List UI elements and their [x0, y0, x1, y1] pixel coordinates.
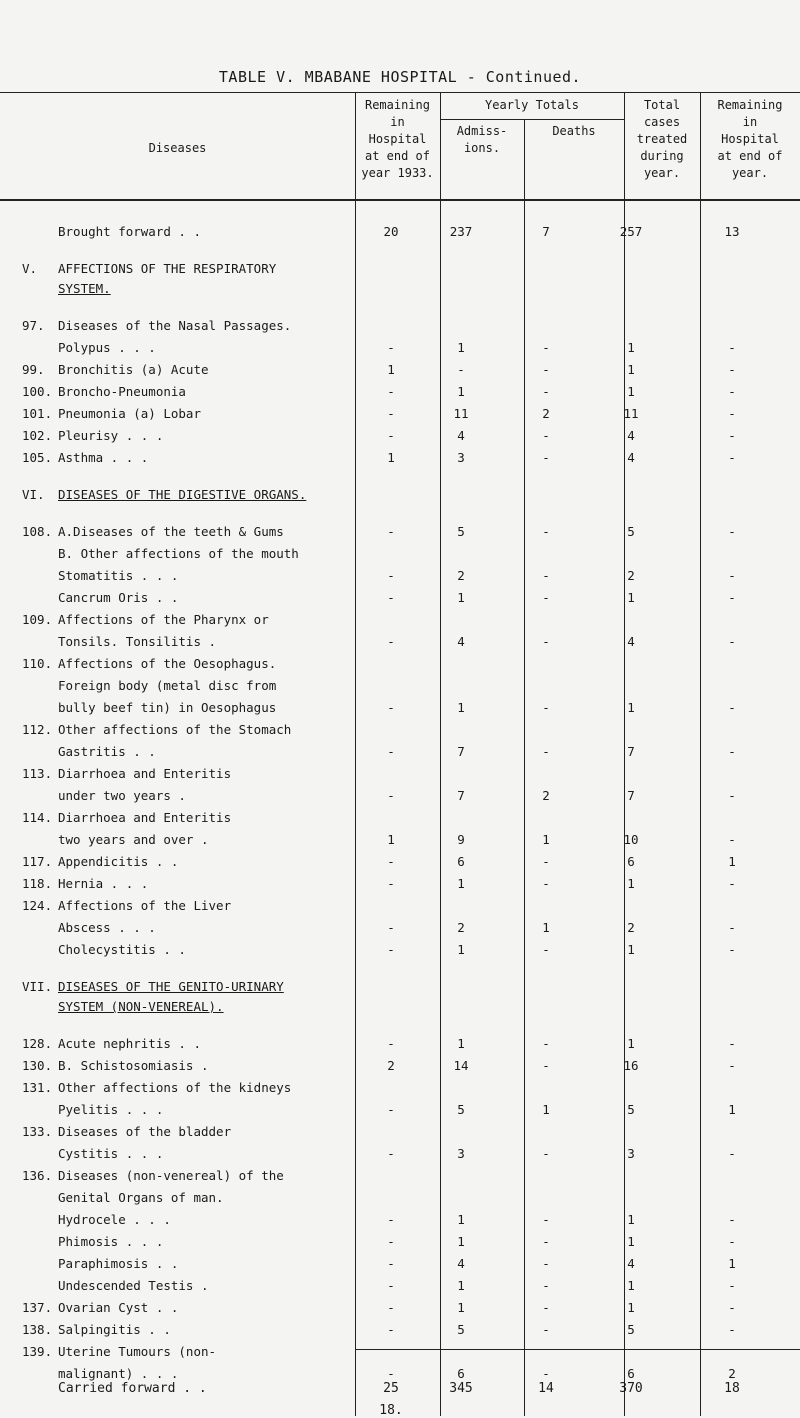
cell-deaths: -: [542, 1322, 550, 1337]
table-row: [0, 1058, 800, 1080]
cell-remaining-start: -: [387, 428, 395, 443]
cell-admissions: 1: [457, 876, 465, 891]
cell-deaths: -: [542, 744, 550, 759]
table-row: [0, 700, 800, 722]
row-label: Ovarian Cyst . .: [58, 1300, 179, 1315]
row-label: Polypus . . .: [58, 340, 156, 355]
cell-total-cases: 11: [623, 406, 639, 421]
cell-remaining-start: -: [387, 384, 395, 399]
table-row: [0, 261, 800, 283]
cell-remaining-end: -: [728, 590, 736, 605]
cell-remaining-start: -: [387, 942, 395, 957]
row-label: SYSTEM (NON-VENEREAL).: [58, 999, 224, 1014]
row-label: Foreign body (metal disc from: [58, 678, 277, 693]
table-row: [0, 1344, 800, 1366]
row-number: 113.: [22, 766, 53, 781]
cell-remaining-start: -: [387, 788, 395, 803]
cell-remaining-end: -: [728, 428, 736, 443]
cell-remaining-start: -: [387, 1278, 395, 1293]
cell-total-cases: 1: [627, 700, 635, 715]
cell-remaining-end: -: [728, 362, 736, 377]
table-row: [0, 999, 800, 1021]
header-diseases: Diseases: [148, 141, 207, 155]
cell-deaths: -: [542, 384, 550, 399]
cell-admissions: 7: [457, 744, 465, 759]
cell-deaths: -: [542, 1058, 550, 1073]
cell-total-cases: 1: [627, 1278, 635, 1293]
cell-remaining-end: -: [728, 1212, 736, 1227]
page-number: 18.: [379, 1403, 403, 1418]
cell-remaining-end: 18: [724, 1381, 740, 1396]
table-row: [0, 876, 800, 898]
table-row: [0, 1080, 800, 1102]
table-row: [0, 428, 800, 450]
cell-total-cases: 2: [627, 920, 635, 935]
cell-remaining-end: -: [728, 406, 736, 421]
table-row: [0, 1322, 800, 1344]
table-row: [0, 546, 800, 568]
table-row: [0, 281, 800, 303]
cell-admissions: 14: [453, 1058, 469, 1073]
cell-admissions: 1: [457, 700, 465, 715]
cell-remaining-start: -: [387, 1036, 395, 1051]
cell-remaining-end: -: [728, 744, 736, 759]
row-label: Abscess . . .: [58, 920, 156, 935]
cell-remaining-start: -: [387, 340, 395, 355]
cell-remaining-start: -: [387, 1234, 395, 1249]
row-label: Undescended Testis .: [58, 1278, 209, 1293]
table-row: [0, 898, 800, 920]
cell-deaths: -: [542, 854, 550, 869]
cell-remaining-start: -: [387, 1322, 395, 1337]
header-total-cases: Total cases treated during year.: [636, 98, 688, 180]
row-label: Other affections of the kidneys: [58, 1080, 292, 1095]
cell-remaining-start: -: [387, 744, 395, 759]
row-number: 139.: [22, 1344, 53, 1359]
row-label: Cancrum Oris . .: [58, 590, 179, 605]
cell-remaining-end: -: [728, 1300, 736, 1315]
cell-total-cases: 6: [627, 1366, 635, 1381]
row-label: Bronchitis (a) Acute: [58, 362, 209, 377]
cell-admissions: 345: [449, 1381, 473, 1396]
cell-remaining-end: -: [728, 832, 736, 847]
cell-admissions: 1: [457, 590, 465, 605]
table-row: [0, 656, 800, 678]
cell-deaths: -: [542, 1146, 550, 1161]
table-top-rule: [0, 92, 800, 93]
table-row: [0, 1124, 800, 1146]
row-label: Other affections of the Stomach: [58, 722, 292, 737]
cell-remaining-start: 25: [383, 1381, 399, 1396]
row-label: Salpingitis . .: [58, 1322, 171, 1337]
cell-remaining-end: -: [728, 450, 736, 465]
table-row: [0, 722, 800, 744]
row-number: 114.: [22, 810, 53, 825]
row-number: 133.: [22, 1124, 53, 1139]
cell-total-cases: 1: [627, 384, 635, 399]
row-number: 131.: [22, 1080, 53, 1095]
cell-remaining-end: 2: [728, 1366, 736, 1381]
cell-admissions: 4: [457, 1256, 465, 1271]
cell-total-cases: 4: [627, 634, 635, 649]
table-row: [0, 487, 800, 509]
table-row: [0, 854, 800, 876]
cell-admissions: 1: [457, 340, 465, 355]
cell-remaining-start: -: [387, 700, 395, 715]
cell-deaths: -: [542, 700, 550, 715]
row-label: bully beef tin) in Oesophagus: [58, 700, 277, 715]
row-number: 118.: [22, 876, 53, 891]
cell-admissions: 6: [457, 854, 465, 869]
header-admissions: Admiss- ions.: [456, 124, 508, 155]
cell-remaining-start: -: [387, 406, 395, 421]
cell-admissions: 1: [457, 1036, 465, 1051]
row-number: 117.: [22, 854, 53, 869]
cell-deaths: -: [542, 1212, 550, 1227]
table-row: [0, 766, 800, 788]
cell-admissions: 6: [457, 1366, 465, 1381]
cell-total-cases: 5: [627, 1322, 635, 1337]
row-number: 136.: [22, 1168, 53, 1183]
cell-admissions: 4: [457, 428, 465, 443]
table-row: [0, 318, 800, 340]
cell-remaining-end: -: [728, 524, 736, 539]
table-row: [0, 832, 800, 854]
table-row: [0, 612, 800, 634]
row-label: Asthma . . .: [58, 450, 149, 465]
cell-admissions: 237: [449, 224, 473, 239]
row-label: Gastritis . .: [58, 744, 156, 759]
cell-remaining-end: -: [728, 700, 736, 715]
cell-remaining-start: -: [387, 854, 395, 869]
row-number: 112.: [22, 722, 53, 737]
row-label: Diarrhoea and Enteritis: [58, 810, 232, 825]
cell-total-cases: 10: [623, 832, 639, 847]
cell-remaining-start: -: [387, 590, 395, 605]
table-row: [0, 1168, 800, 1190]
cell-remaining-end: 1: [728, 1256, 736, 1271]
table-row: [0, 744, 800, 766]
row-number: 99.: [22, 362, 45, 377]
cell-deaths: 7: [542, 224, 550, 239]
cell-remaining-end: -: [728, 568, 736, 583]
row-label: B. Other affections of the mouth: [58, 546, 299, 561]
row-label: Phimosis . . .: [58, 1234, 164, 1249]
cell-total-cases: 4: [627, 428, 635, 443]
row-number: V.: [22, 261, 38, 276]
table-row: [0, 678, 800, 700]
cell-deaths: -: [542, 568, 550, 583]
cell-deaths: -: [542, 1256, 550, 1271]
cell-admissions: 5: [457, 1102, 465, 1117]
table-row: [0, 1146, 800, 1168]
cell-remaining-start: -: [387, 1256, 395, 1271]
cell-remaining-end: -: [728, 876, 736, 891]
row-number: 97.: [22, 318, 45, 333]
cell-deaths: 2: [542, 406, 550, 421]
cell-admissions: 7: [457, 788, 465, 803]
page-title: TABLE V. MBABANE HOSPITAL - Continued.: [218, 68, 582, 86]
table-row: [0, 788, 800, 810]
row-number: 109.: [22, 612, 53, 627]
row-label: Uterine Tumours (non-: [58, 1344, 217, 1359]
table-row: [0, 1190, 800, 1212]
cell-admissions: 1: [457, 1278, 465, 1293]
cell-remaining-start: -: [387, 568, 395, 583]
row-label: AFFECTIONS OF THE RESPIRATORY: [58, 261, 277, 276]
row-number: 102.: [22, 428, 53, 443]
row-label: Paraphimosis . .: [58, 1256, 179, 1271]
cell-deaths: -: [542, 942, 550, 957]
cell-remaining-end: -: [728, 384, 736, 399]
row-number: 124.: [22, 898, 53, 913]
cell-admissions: 9: [457, 832, 465, 847]
cell-deaths: -: [542, 450, 550, 465]
cell-total-cases: 370: [619, 1381, 643, 1396]
table-row: [0, 1256, 800, 1278]
table-row: [0, 1300, 800, 1322]
cell-total-cases: 1: [627, 362, 635, 377]
cell-remaining-end: -: [728, 1234, 736, 1249]
cell-total-cases: 6: [627, 854, 635, 869]
cell-total-cases: 3: [627, 1146, 635, 1161]
row-label: DISEASES OF THE GENITO-URINARY: [58, 979, 284, 994]
cell-deaths: -: [542, 590, 550, 605]
cell-total-cases: 1: [627, 590, 635, 605]
cell-deaths: 1: [542, 1102, 550, 1117]
cell-admissions: 5: [457, 524, 465, 539]
cell-remaining-start: 2: [387, 1058, 395, 1073]
cell-admissions: 2: [457, 920, 465, 935]
cell-remaining-start: -: [387, 634, 395, 649]
cell-deaths: -: [542, 876, 550, 891]
cell-total-cases: 1: [627, 876, 635, 891]
cell-remaining-end: -: [728, 634, 736, 649]
table-row: [0, 942, 800, 964]
cell-remaining-start: 1: [387, 832, 395, 847]
table-row: [0, 406, 800, 428]
table-row: [0, 634, 800, 656]
cell-deaths: -: [542, 634, 550, 649]
row-label: Affections of the Liver: [58, 898, 232, 913]
row-label: Pneumonia (a) Lobar: [58, 406, 201, 421]
cell-remaining-start: -: [387, 920, 395, 935]
cell-deaths: -: [542, 524, 550, 539]
row-number: 101.: [22, 406, 53, 421]
cell-total-cases: 7: [627, 744, 635, 759]
row-label: B. Schistosomiasis .: [58, 1058, 209, 1073]
row-number: 138.: [22, 1322, 53, 1337]
row-label: DISEASES OF THE DIGESTIVE ORGANS.: [58, 487, 307, 502]
table-row: [0, 568, 800, 590]
cell-deaths: -: [542, 340, 550, 355]
table-row: [0, 920, 800, 942]
cell-remaining-start: -: [387, 1300, 395, 1315]
row-number: VI.: [22, 487, 45, 502]
table-row: [0, 1212, 800, 1234]
cell-remaining-start: -: [387, 876, 395, 891]
cell-deaths: -: [542, 1036, 550, 1051]
cell-remaining-end: -: [728, 788, 736, 803]
cell-remaining-end: -: [728, 1036, 736, 1051]
table-row: [0, 1234, 800, 1256]
table-row: [0, 340, 800, 362]
yearly-totals-rule: [440, 119, 624, 120]
header-yearly-totals: Yearly Totals: [485, 98, 579, 112]
cell-remaining-end: -: [728, 1278, 736, 1293]
table-row: [0, 362, 800, 384]
row-label: Genital Organs of man.: [58, 1190, 224, 1205]
cell-deaths: 14: [538, 1381, 554, 1396]
row-number: 108.: [22, 524, 53, 539]
row-label: malignant) . . .: [58, 1366, 179, 1381]
row-label: Hernia . . .: [58, 876, 149, 891]
cell-deaths: -: [542, 1278, 550, 1293]
row-number: 110.: [22, 656, 53, 671]
table-row: [0, 1278, 800, 1300]
row-label: Broncho-Pneumonia: [58, 384, 186, 399]
row-label: Hydrocele . . .: [58, 1212, 171, 1227]
row-label: Appendicitis . .: [58, 854, 179, 869]
cell-total-cases: 257: [619, 224, 643, 239]
cell-remaining-start: -: [387, 1146, 395, 1161]
table-row: [0, 590, 800, 612]
table-row: [0, 1102, 800, 1124]
cell-remaining-start: -: [387, 524, 395, 539]
table-row: [0, 524, 800, 546]
cell-admissions: 5: [457, 1322, 465, 1337]
row-label: Diseases (non-venereal) of the: [58, 1168, 284, 1183]
row-label: Acute nephritis . .: [58, 1036, 201, 1051]
cell-admissions: -: [457, 362, 465, 377]
row-label: Tonsils. Tonsilitis .: [58, 634, 217, 649]
cell-remaining-end: -: [728, 1322, 736, 1337]
cell-admissions: 1: [457, 942, 465, 957]
cell-admissions: 1: [457, 1300, 465, 1315]
cell-admissions: 4: [457, 634, 465, 649]
header-deaths: Deaths: [552, 124, 596, 138]
table-row: [0, 810, 800, 832]
cell-admissions: 3: [457, 450, 465, 465]
cell-total-cases: 4: [627, 1256, 635, 1271]
row-label: Pyelitis . . .: [58, 1102, 164, 1117]
cell-deaths: 2: [542, 788, 550, 803]
cell-total-cases: 4: [627, 450, 635, 465]
cell-remaining-start: -: [387, 1366, 395, 1381]
cell-deaths: -: [542, 1366, 550, 1381]
cell-deaths: -: [542, 1300, 550, 1315]
row-number: 100.: [22, 384, 53, 399]
cell-admissions: 11: [453, 406, 469, 421]
cell-total-cases: 1: [627, 1036, 635, 1051]
cell-admissions: 3: [457, 1146, 465, 1161]
cell-deaths: 1: [542, 832, 550, 847]
cell-remaining-end: 13: [724, 224, 740, 239]
row-number: VII.: [22, 979, 53, 994]
cell-remaining-end: 1: [728, 1102, 736, 1117]
cell-remaining-start: 1: [387, 362, 395, 377]
row-label: Diseases of the Nasal Passages.: [58, 318, 292, 333]
cell-total-cases: 16: [623, 1058, 639, 1073]
cell-remaining-end: -: [728, 920, 736, 935]
cell-remaining-start: -: [387, 1212, 395, 1227]
cell-total-cases: 5: [627, 524, 635, 539]
row-label: under two years .: [58, 788, 186, 803]
cell-remaining-end: -: [728, 340, 736, 355]
row-label: Cholecystitis . .: [58, 942, 186, 957]
cell-total-cases: 1: [627, 1234, 635, 1249]
cell-admissions: 1: [457, 1212, 465, 1227]
row-label: Pleurisy . . .: [58, 428, 164, 443]
row-label: Diseases of the bladder: [58, 1124, 232, 1139]
cell-remaining-start: 1: [387, 450, 395, 465]
row-label: Stomatitis . . .: [58, 568, 179, 583]
cell-deaths: -: [542, 1234, 550, 1249]
cell-remaining-end: -: [728, 1058, 736, 1073]
cell-total-cases: 5: [627, 1102, 635, 1117]
cell-remaining-end: -: [728, 942, 736, 957]
cell-deaths: -: [542, 362, 550, 377]
row-label: Brought forward . .: [58, 224, 201, 239]
row-label: SYSTEM.: [58, 281, 111, 296]
table-row: [0, 450, 800, 472]
row-label: Affections of the Pharynx or: [58, 612, 269, 627]
row-number: 128.: [22, 1036, 53, 1051]
header-remaining-end: Remaining in Hospital at end of year.: [717, 98, 783, 180]
table-row: [0, 1036, 800, 1058]
header-bottom-rule: [0, 199, 800, 201]
cell-deaths: 1: [542, 920, 550, 935]
cell-remaining-start: 20: [383, 224, 399, 239]
cell-total-cases: 1: [627, 340, 635, 355]
table-row: [0, 224, 800, 246]
row-label: A.Diseases of the teeth & Gums: [58, 524, 284, 539]
cell-admissions: 1: [457, 384, 465, 399]
cell-admissions: 1: [457, 1234, 465, 1249]
row-number: 137.: [22, 1300, 53, 1315]
cell-total-cases: 7: [627, 788, 635, 803]
cell-remaining-start: -: [387, 1102, 395, 1117]
table-row: [0, 979, 800, 1001]
row-label: Cystitis . . .: [58, 1146, 164, 1161]
row-label: two years and over .: [58, 832, 209, 847]
cell-admissions: 2: [457, 568, 465, 583]
cell-remaining-end: 1: [728, 854, 736, 869]
cell-total-cases: 1: [627, 942, 635, 957]
cell-total-cases: 1: [627, 1300, 635, 1315]
cell-total-cases: 1: [627, 1212, 635, 1227]
row-number: 105.: [22, 450, 53, 465]
row-label: Carried forward . .: [58, 1381, 207, 1396]
row-number: 130.: [22, 1058, 53, 1073]
cell-total-cases: 2: [627, 568, 635, 583]
row-label: Affections of the Oesophagus.: [58, 656, 277, 671]
header-remaining-start: Remaining in Hospital at end of year 1933.: [361, 98, 434, 180]
cell-remaining-end: -: [728, 1146, 736, 1161]
row-label: Diarrhoea and Enteritis: [58, 766, 232, 781]
cell-deaths: -: [542, 428, 550, 443]
table-row: [0, 384, 800, 406]
